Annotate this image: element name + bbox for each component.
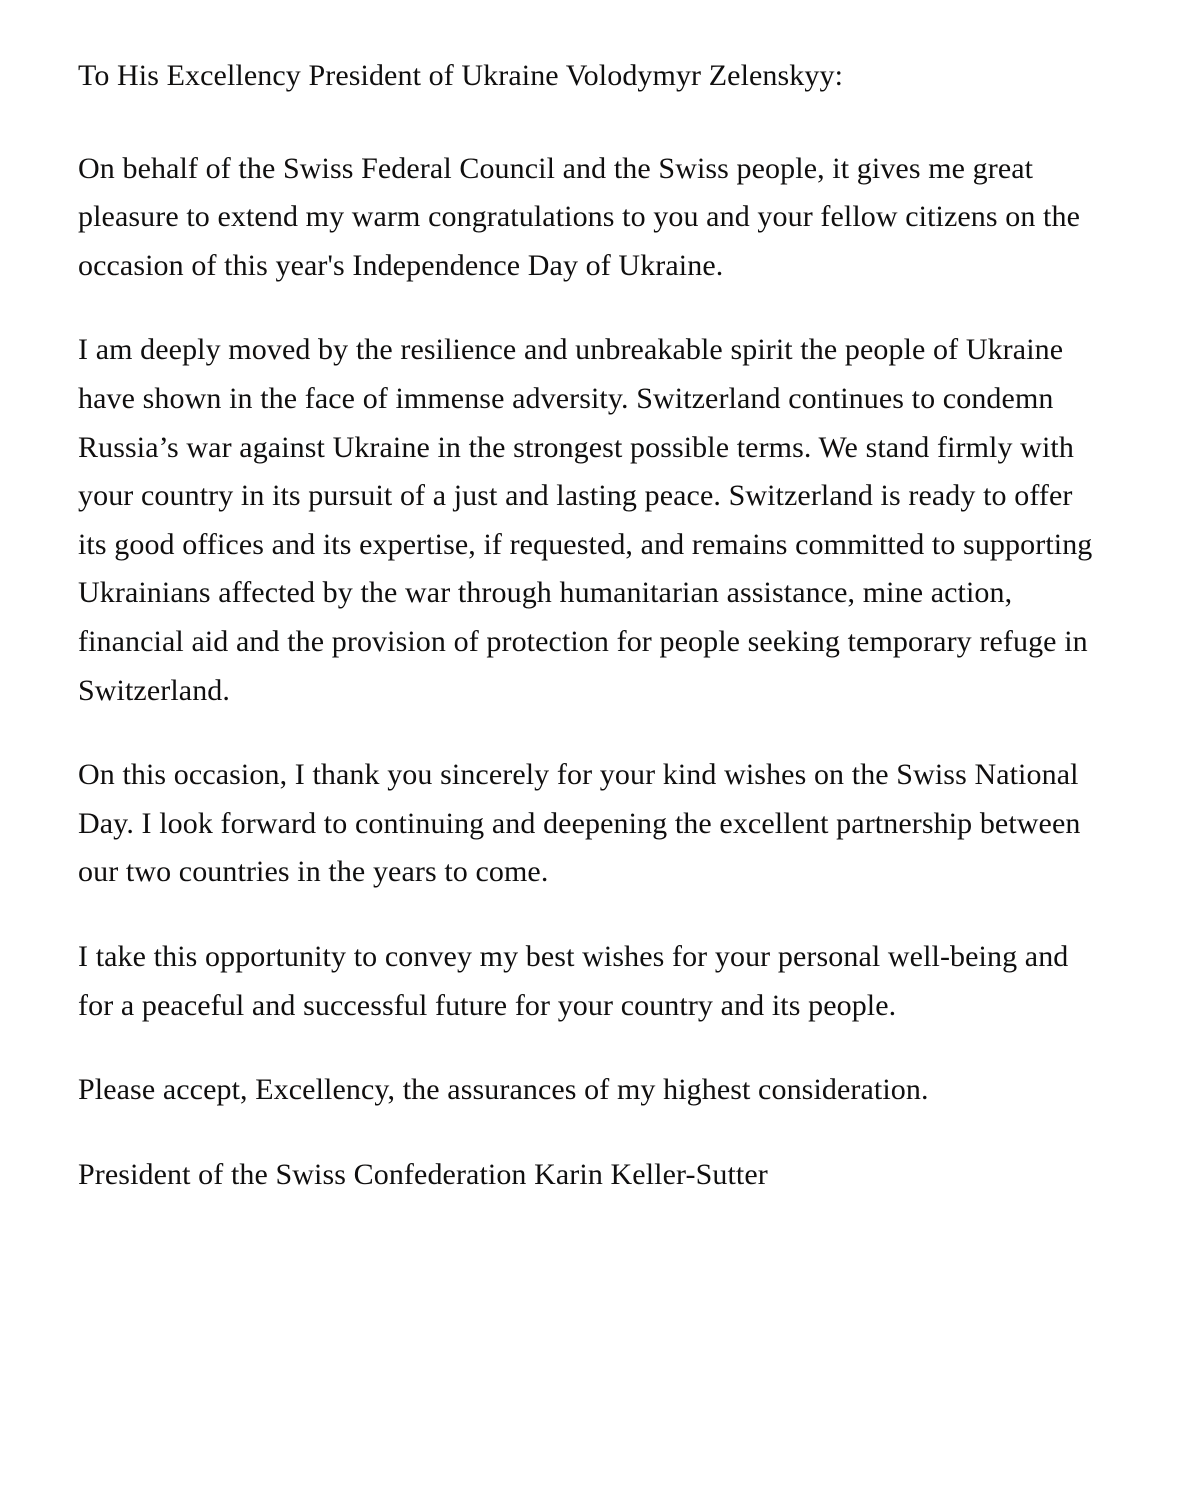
letter-paragraph-4: I take this opportunity to convey my best wishes for your personal well-being and for a peaceful and successful future for your country and its people. [78,939,1069,1022]
letter-closing: Please accept, Excellency, the assurances of my highest consideration. [78,1073,929,1107]
letter-paragraph-2: I am deeply moved by the resilience and unbreakable spirit the people of Ukraine have shown in the face of immense adversity. Switzerland continues to condemn Russia’s war against Ukraine in the strongest possible terms. We stand firmly with your country in its pursuit of a just and lasting peace. Switzerland is ready to offer its good offices and its expertise, if requested, and remains committed to supporting Ukrainians affected by the war through humanitarian assistance, mine action, financial aid and the provision of protection for people seeking temporary refuge in Switzerland. [78,333,1093,707]
letter-paragraph-1: On behalf of the Swiss Federal Council and the Swiss people, it gives me great pleasure to extend my warm congratulations to you and your fellow citizens on the occasion of this year's Independence Day of Ukraine. [78,151,1080,282]
letter-salutation: To His Excellency President of Ukraine Volodymyr Zelenskyy: [78,59,844,92]
letter-signature: President of the Swiss Confederation Karin Keller-Sutter [78,1157,768,1191]
letter-paragraph-3: On this occasion, I thank you sincerely for your kind wishes on the Swiss National Day. I look forward to continuing and deepening the excellent partnership between our two countries in the years to come. [78,758,1081,889]
